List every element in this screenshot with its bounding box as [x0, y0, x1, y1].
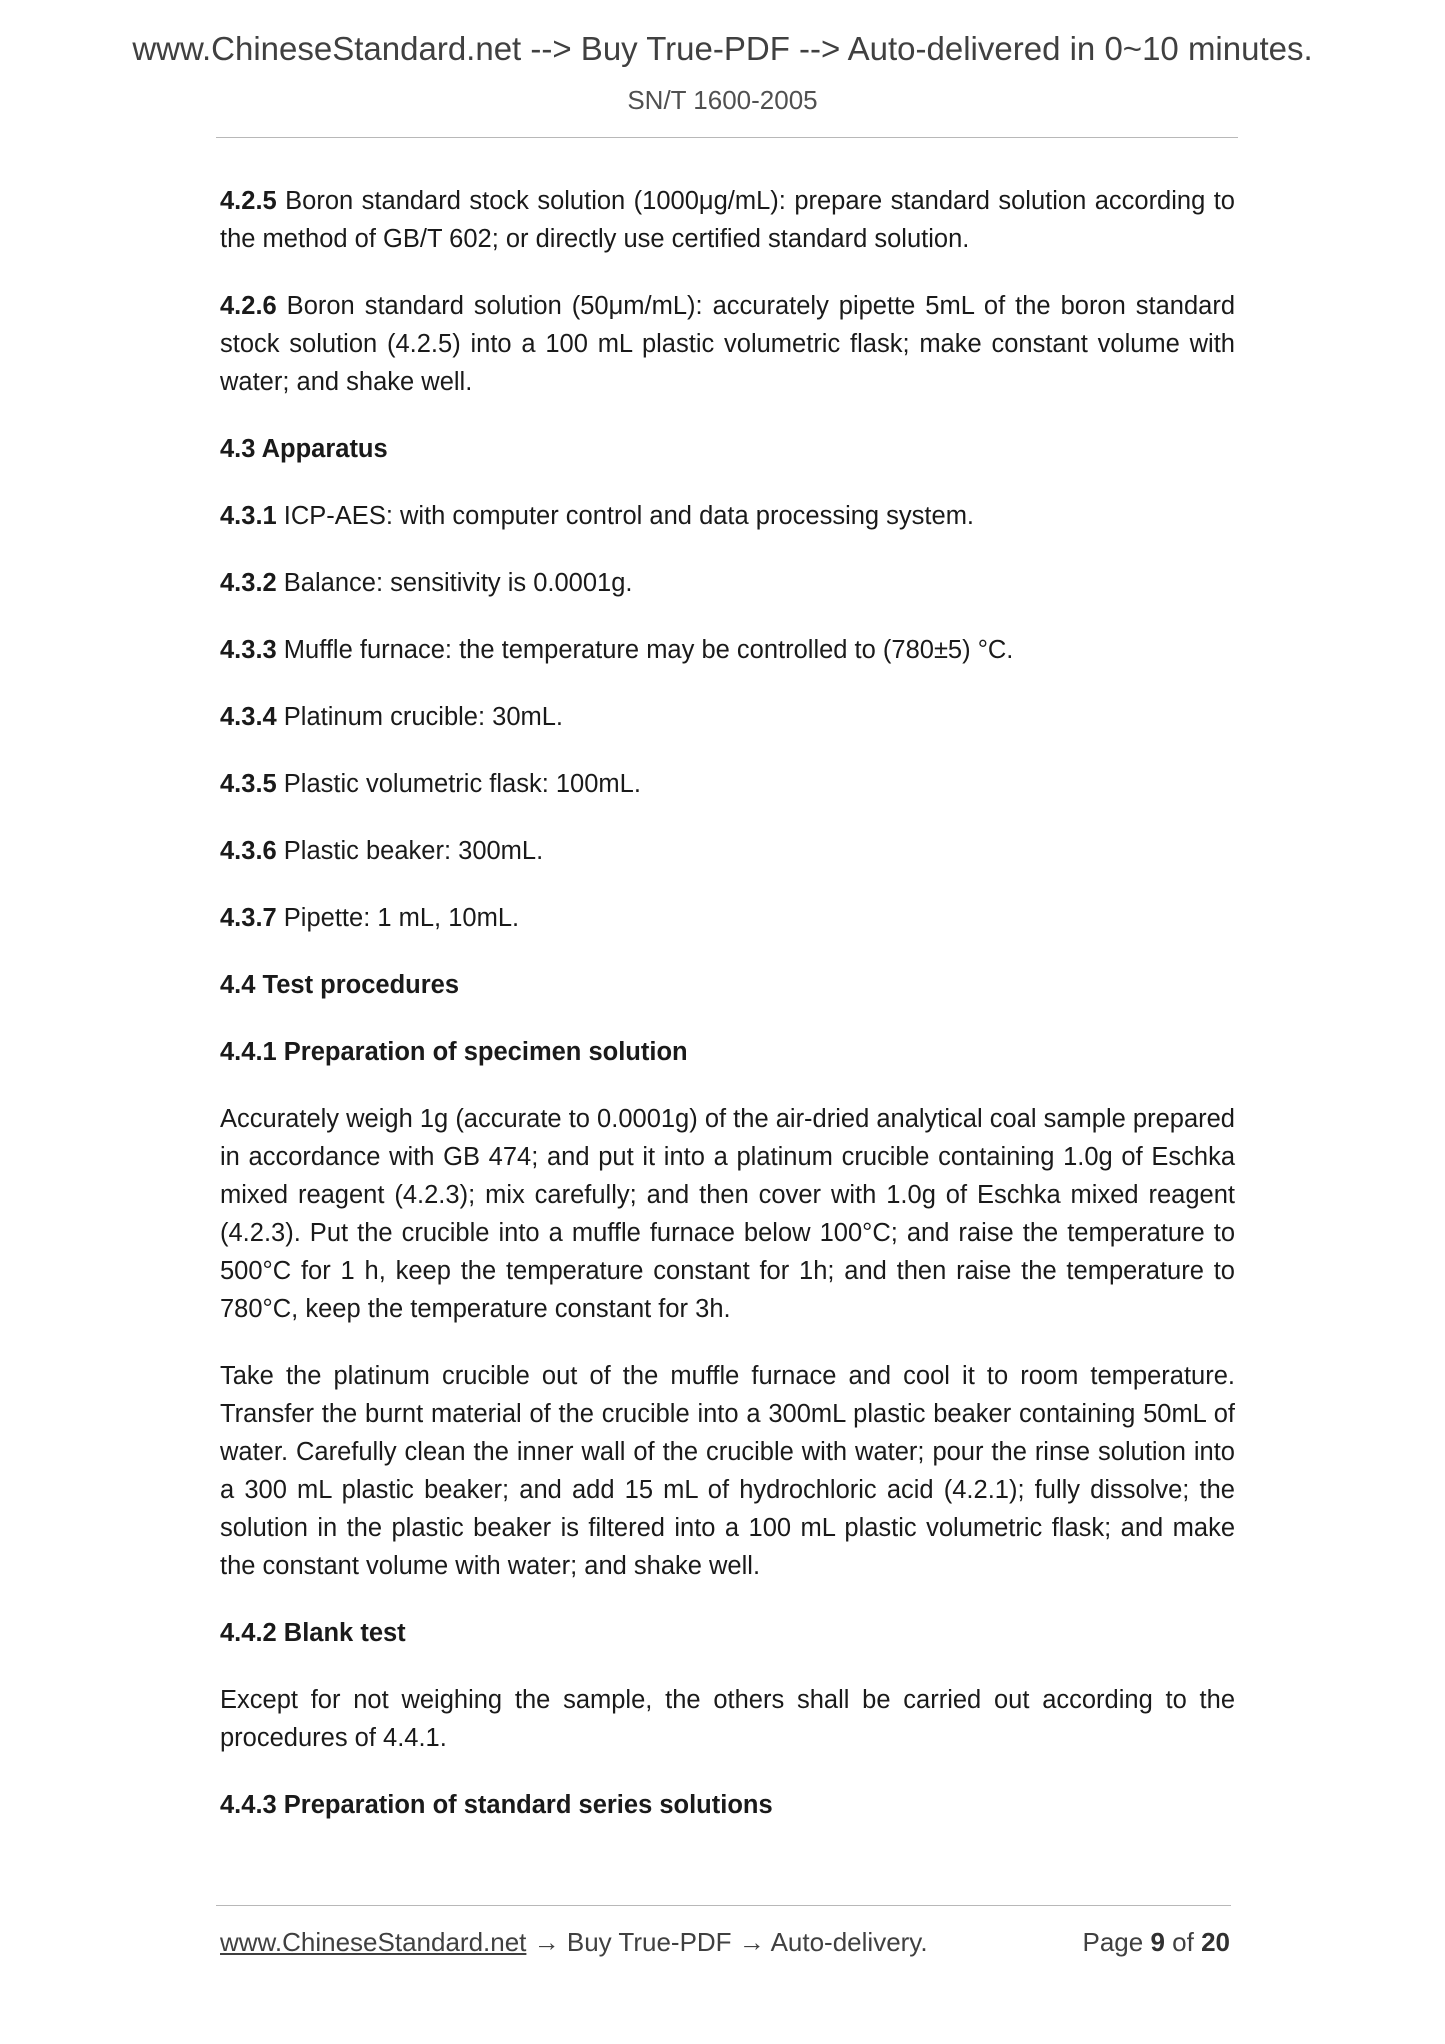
paragraph-text: Platinum crucible: 30mL. — [276, 703, 564, 731]
paragraph-text: Balance: sensitivity is 0.0001g. — [276, 569, 633, 597]
standard-code: SN/T 1600-2005 — [627, 85, 818, 115]
document-body — [220, 182, 1235, 1853]
heading-4-4: 4.4 Test procedures — [220, 971, 460, 999]
paragraph-4-2-5 — [220, 182, 1235, 258]
paragraph-blank-test: Except for not weighing the sample, the others shall be carried out according to the procedures of 4.4.1. — [220, 1686, 1235, 1752]
paragraph-text: ICP-AES: with computer control and data processing system. — [276, 502, 975, 530]
clause-number: 4.3.3 — [220, 636, 277, 664]
heading-4-3: 4.3 Apparatus — [220, 435, 388, 463]
footer-tagline: → Buy True-PDF → Auto-delivery. — [526, 1927, 928, 1957]
page-indicator — [1082, 1922, 1230, 1962]
paragraph-4-3-5 — [220, 765, 1235, 803]
page-total: 20 — [1201, 1927, 1230, 1957]
site-link[interactable]: www.ChineseStandard.net — [220, 1927, 527, 1957]
clause-number: 4.2.6 — [220, 292, 277, 320]
paragraph-text: Boron standard stock solution (1000μg/mL): prepare standard solution according to the method of GB/T 602; or directly use certified standard solution. — [220, 187, 1235, 253]
paragraph-text: Plastic beaker: 300mL. — [276, 837, 544, 865]
page-footer — [220, 1922, 1230, 1962]
clause-number: 4.2.5 — [220, 187, 277, 215]
top-banner: www.ChineseStandard.net --> Buy True-PDF --> Auto-delivered in 0~10 minutes. — [132, 30, 1313, 67]
paragraph-specimen-dissolution: Take the platinum crucible out of the muffle furnace and cool it to room temperature. Transfer the burnt material of the crucible into a 300mL plastic beaker containing 50mL of water. Carefully clean the inner wall of the crucible with water; pour the rinse solution into a 300 mL plastic beaker; and add 15 mL of hydrochloric acid (4.2.1); fully dissolve; the solution in the plastic beaker is filtered into a 100 mL plastic volumetric flask; and make the constant volume with water; and shake well. — [220, 1362, 1235, 1580]
page-number: 9 — [1150, 1927, 1165, 1957]
clause-number: 4.3.6 — [220, 837, 277, 865]
paragraph-text: Boron standard solution (50μm/mL): accurately pipette 5mL of the boron standard stock solution (4.2.5) into a 100 mL plastic volumetric flask; make constant volume with water; and shake well. — [220, 292, 1235, 396]
paragraph-4-3-2 — [220, 564, 1235, 602]
heading-4-4-1: 4.4.1 Preparation of specimen solution — [220, 1038, 688, 1066]
clause-number: 4.3.7 — [220, 904, 277, 932]
paragraph-4-2-6 — [220, 287, 1235, 401]
paragraph-text: Muffle furnace: the temperature may be controlled to (780±5) °C. — [276, 636, 1014, 664]
paragraph-4-3-3 — [220, 631, 1235, 669]
paragraph-4-3-1 — [220, 497, 1235, 535]
page-label: Page — [1082, 1927, 1144, 1957]
footer-promo — [220, 1922, 928, 1962]
paragraph-4-3-7 — [220, 899, 1235, 937]
clause-number: 4.3.2 — [220, 569, 277, 597]
paragraph-text: Plastic volumetric flask: 100mL. — [276, 770, 641, 798]
paragraph-text: Pipette: 1 mL, 10mL. — [276, 904, 520, 932]
heading-4-4-2: 4.4.2 Blank test — [220, 1619, 406, 1647]
page-of-label: of — [1172, 1927, 1194, 1957]
clause-number: 4.3.5 — [220, 770, 277, 798]
clause-number: 4.3.1 — [220, 502, 277, 530]
paragraph-4-3-6 — [220, 832, 1235, 870]
paragraph-4-3-4 — [220, 698, 1235, 736]
heading-4-4-3: 4.4.3 Preparation of standard series solutions — [220, 1791, 773, 1819]
clause-number: 4.3.4 — [220, 703, 277, 731]
footer-divider — [216, 1905, 1231, 1906]
paragraph-specimen-weighing: Accurately weigh 1g (accurate to 0.0001g) of the air-dried analytical coal sample prepared in accordance with GB 474; and put it into a platinum crucible containing 1.0g of Eschka mixed reagent (4.2.3); mix carefully; and then cover with 1.0g of Eschka mixed reagent (4.2.3). Put the crucible into a muffle furnace below 100°C; and raise the temperature to 500°C for 1 h, keep the temperature constant for 1h; and then raise the temperature to 780°C, keep the temperature constant for 3h. — [220, 1105, 1235, 1323]
header-divider — [216, 137, 1238, 138]
